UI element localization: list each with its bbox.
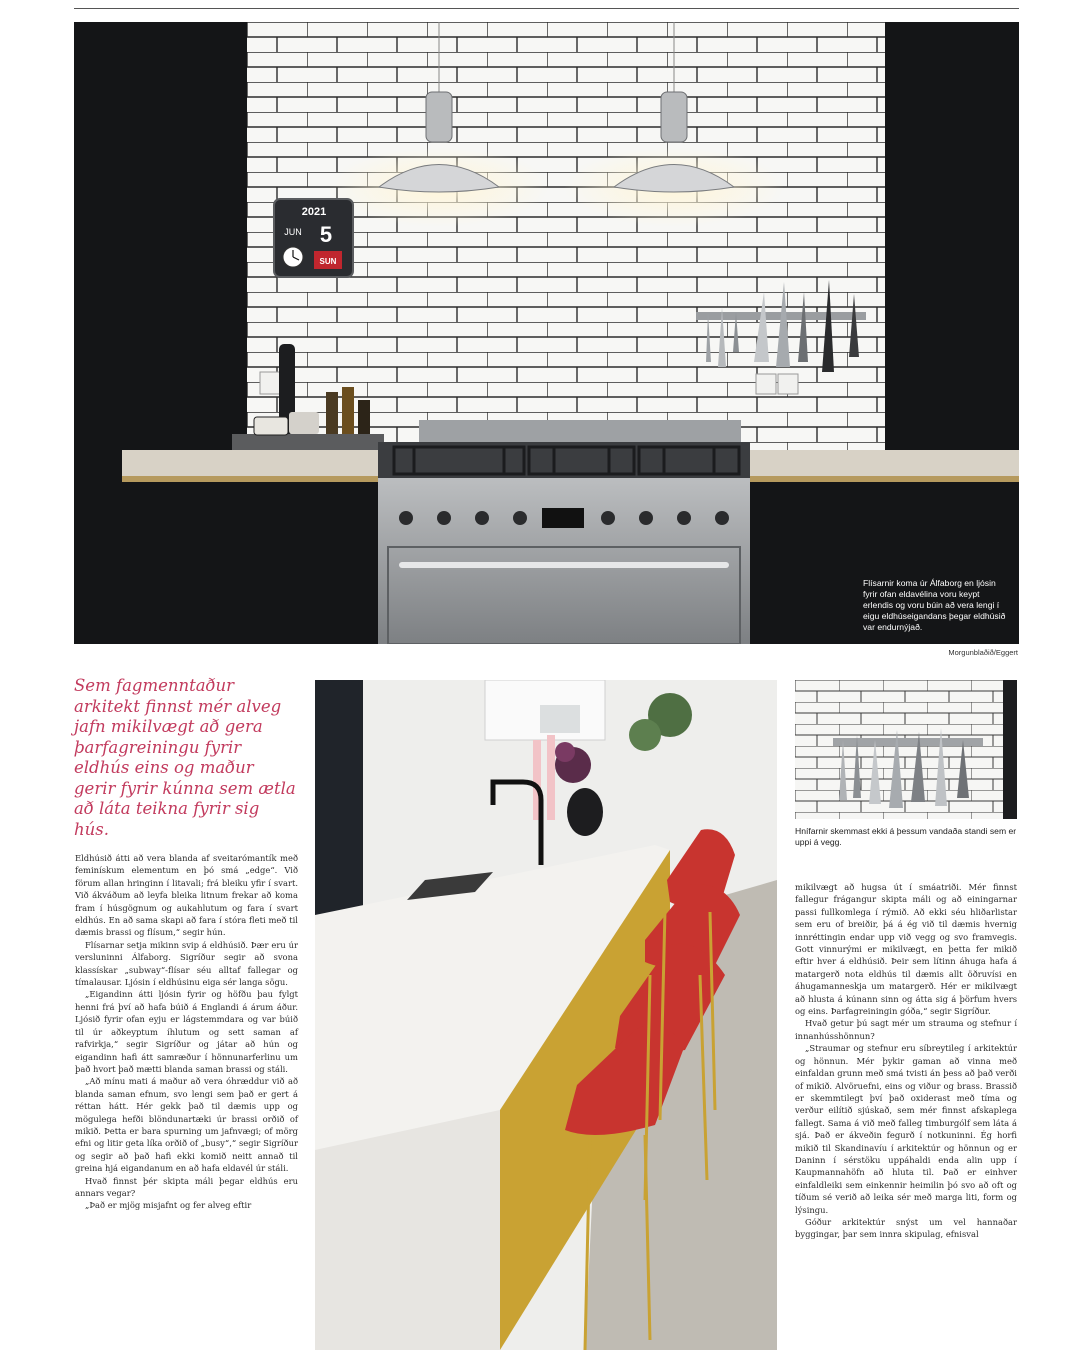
top-photo-caption: Flísarnir koma úr Álfaborg en ljósin fyrir ofan eldavélina voru keypt erlendis og voru búin að vera lengi í eigu eldhúseigandans þegar eldhúsið var endurnýjað. — [863, 578, 1006, 632]
paragraph: „Það er mjög misjafnt og fer alveg eftir — [85, 1200, 252, 1211]
top-rule — [74, 8, 1019, 9]
paragraph: „Straumar og stefnur eru síbreytileg í arkitektúr og hönnun. Mér þykir gaman að vinna með einfaldan grunn með smá tvisti án þess að það verði of mikið. Alvöruefni, eins og viður og brass. Brassið er skemmtilegt því það oxiderast með tíma og verður eilítið sjúskað, sem mér finnst afskaplega fallegt. Sama á við með falleg timburgólf sem láta á sjá. Það er ákveðin fegurð í notkuninni. Ég horfi mikið til Skandinavíu í arkitektúr og hönnun og er Daninn í sérstöku uppáhaldi enda alin upp í Kaupmannahöfn að hluta til. Það er einhver einfaldleiki sem einkennir heimilin þó svo að oft og tíðum sé verið að leika sér með marga liti, form og lýsingu. — [795, 1043, 1017, 1215]
paragraph: mikilvægt að hugsa út í smáatriði. Mér finnst fallegur frágangur skipta máli og að einingarnar passi fullkomlega í rýmið. Að ekki séu hliðarlistar sem eru of breiðir, þá á ég við til dæmis hvernig innréttingin endar upp við vegg og svo framvegis. Gott vinnurými er mikilvægt, en þetta fer mikið eftir hver á eldhúsið. Þeir sem lítinn áhuga hafa á matargerð nota eldhús til dæmis allt öðruvísi en áhugamanneskja um matargerð. Hér er mikilvægt að hlusta á kúnann sinn og átta sig á þörfum hvers og eins. Þarfagreiningin góða,“ segir Sigríður. — [795, 882, 1017, 1017]
paragraph: „Að mínu mati á maður að vera óhræddur við að blanda saman efnum, svo lengi sem það er gert á réttan hátt. Hér gekk það til dæmis upp og mögulega hefði blöndunartæki úr brassi orðið of mikið. Þetta er bara spurning um jafnvægi; of mörg efni og litir geta líka orðið of „busy“,“ segir Sigríður og segir að það hafi ekki komið neitt annað til greina hjá eigandanum en að hafa eldavél úr stáli. — [75, 1076, 298, 1174]
kitchen-stove-photo — [74, 22, 1019, 644]
photo-credit: Morgunblaðið/Eggert — [948, 648, 1018, 657]
paragraph: „Eigandinn átti ljósin fyrir og höfðu þau fylgt henni frá því að hafa búið á Englandi á árum áður. Ljósið fyrir ofan eyju er lágstemmdara og var búið til úr aðkeyptum íhlutum og sett saman af rafvirkja,“ segir Sigríður og játar að hún og eigandinn hafi átt samræður í hönnunarferlinu um það hvort það mætti blanda saman brassi og stáli. — [75, 989, 298, 1074]
paragraph: Hvað getur þú sagt mér um strauma og stefnur í innanhússhönnun? — [795, 1018, 1017, 1041]
paragraph: Hvað finnst þér skipta máli þegar eldhús eru annars vegar? — [75, 1175, 298, 1198]
kitchen-island-photo — [315, 680, 777, 1350]
article-column-right — [795, 881, 1017, 1241]
clock-weekday: SUN — [319, 257, 337, 266]
article-column-left — [75, 852, 298, 1212]
paragraph: Góður arkitektúr snýst um vel hannaðar byggingar, þar sem innra skipulag, efnisval — [795, 1216, 1017, 1240]
knife-rack-caption: Hnífarnir skemmast ekki á þessum vandaða standi sem er uppi á vegg. — [795, 826, 1017, 847]
paragraph: Flísarnar setja mikinn svip á eldhúsið. Þær eru úr versluninni Álfaborg. Sigríður segir að svona klassískar „subway“-flísar séu alltaf fallegar og tímalausar. Ljósin í eldhúsinu eiga sér langa sögu. — [75, 939, 298, 988]
clock-year: 2021 — [301, 206, 327, 218]
clock-day: 5 — [319, 222, 333, 247]
clock-month: JUN — [284, 227, 302, 237]
pull-quote: Sem fagmenntaður arkitekt finnst mér alveg jafn mikilvægt að gera þarfagreiningu fyrir eldhús eins og maður gerir fyrir kúnna sem ætla að láta teikna fyrir sig hús. — [74, 676, 296, 839]
paragraph: Eldhúsið átti að vera blanda af sveitarómantík með feminískum elementum en þó smá „edge“. Við förum allan hringinn í litavali; frá bleiku yfir í svart. Við ákváðum að leyfa bleika litnum frekar að koma fram í húsgögnum og aukahlutum og fara í svart eldhús. En að sama skapi að fara í stóra fleti með til dæmis brassi og flísum,“ segir hún. — [75, 853, 298, 938]
knife-rack-photo — [795, 680, 1017, 819]
